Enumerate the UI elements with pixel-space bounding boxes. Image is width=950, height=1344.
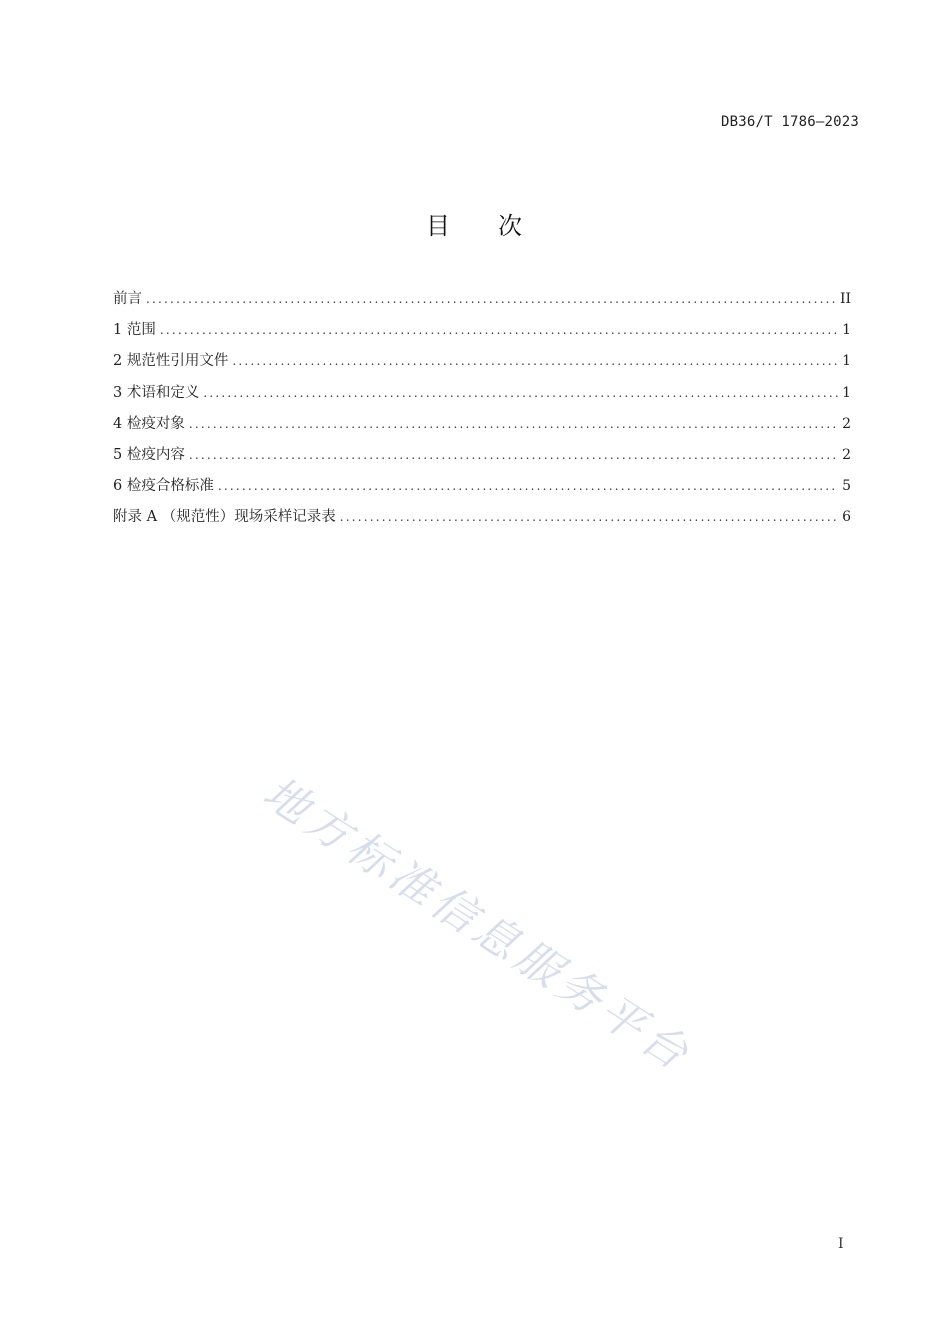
toc-leader-dots	[340, 510, 838, 524]
toc-leader-dots	[218, 479, 838, 493]
toc-entry-scope[interactable]	[113, 318, 851, 349]
toc-leader-dots	[189, 448, 838, 462]
toc-entry-normative-references[interactable]	[113, 349, 851, 380]
toc-entry-page: 1	[842, 322, 851, 339]
toc-entry-quarantine-content[interactable]	[113, 443, 851, 474]
toc-entry-terms-definitions[interactable]	[113, 381, 851, 412]
toc-leader-dots	[160, 323, 838, 337]
toc-entry-foreword[interactable]	[113, 287, 851, 318]
toc-list	[113, 287, 851, 537]
standard-code: DB36/T 1786—2023	[720, 114, 859, 130]
toc-entry-label: 4 检疫对象	[113, 415, 185, 432]
toc-entry-page: 2	[842, 415, 851, 432]
toc-entry-label: 3 术语和定义	[113, 384, 200, 401]
toc-entry-label: 5 检疫内容	[113, 446, 185, 463]
toc-entry-quarantine-objects[interactable]	[113, 412, 851, 443]
toc-entry-label: 附录 A （规范性）现场采样记录表	[113, 509, 336, 526]
toc-leader-dots	[203, 386, 838, 400]
toc-entry-page: 2	[842, 446, 851, 463]
toc-entry-label: 前言	[113, 291, 142, 307]
toc-entry-qualification-standard[interactable]	[113, 474, 851, 505]
toc-entry-label: 6 检疫合格标准	[113, 478, 214, 495]
toc-entry-page: 6	[842, 509, 851, 526]
toc-entry-page: 5	[842, 478, 851, 495]
watermark: 地方标准信息服务平台	[253, 767, 702, 1083]
toc-leader-dots	[146, 292, 836, 306]
toc-leader-dots	[232, 354, 838, 368]
toc-title-char-1: 目	[426, 212, 452, 240]
toc-entry-appendix-a[interactable]	[113, 505, 851, 536]
toc-title-char-2: 次	[498, 212, 524, 240]
page-number: I	[838, 1236, 844, 1252]
toc-title	[0, 206, 950, 241]
toc-leader-dots	[189, 417, 838, 431]
toc-entry-page: 1	[842, 384, 851, 401]
toc-entry-page: 1	[842, 353, 851, 370]
toc-entry-page: II	[839, 291, 851, 307]
toc-entry-label: 2 规范性引用文件	[113, 353, 229, 370]
toc-entry-label: 1 范围	[113, 322, 156, 339]
